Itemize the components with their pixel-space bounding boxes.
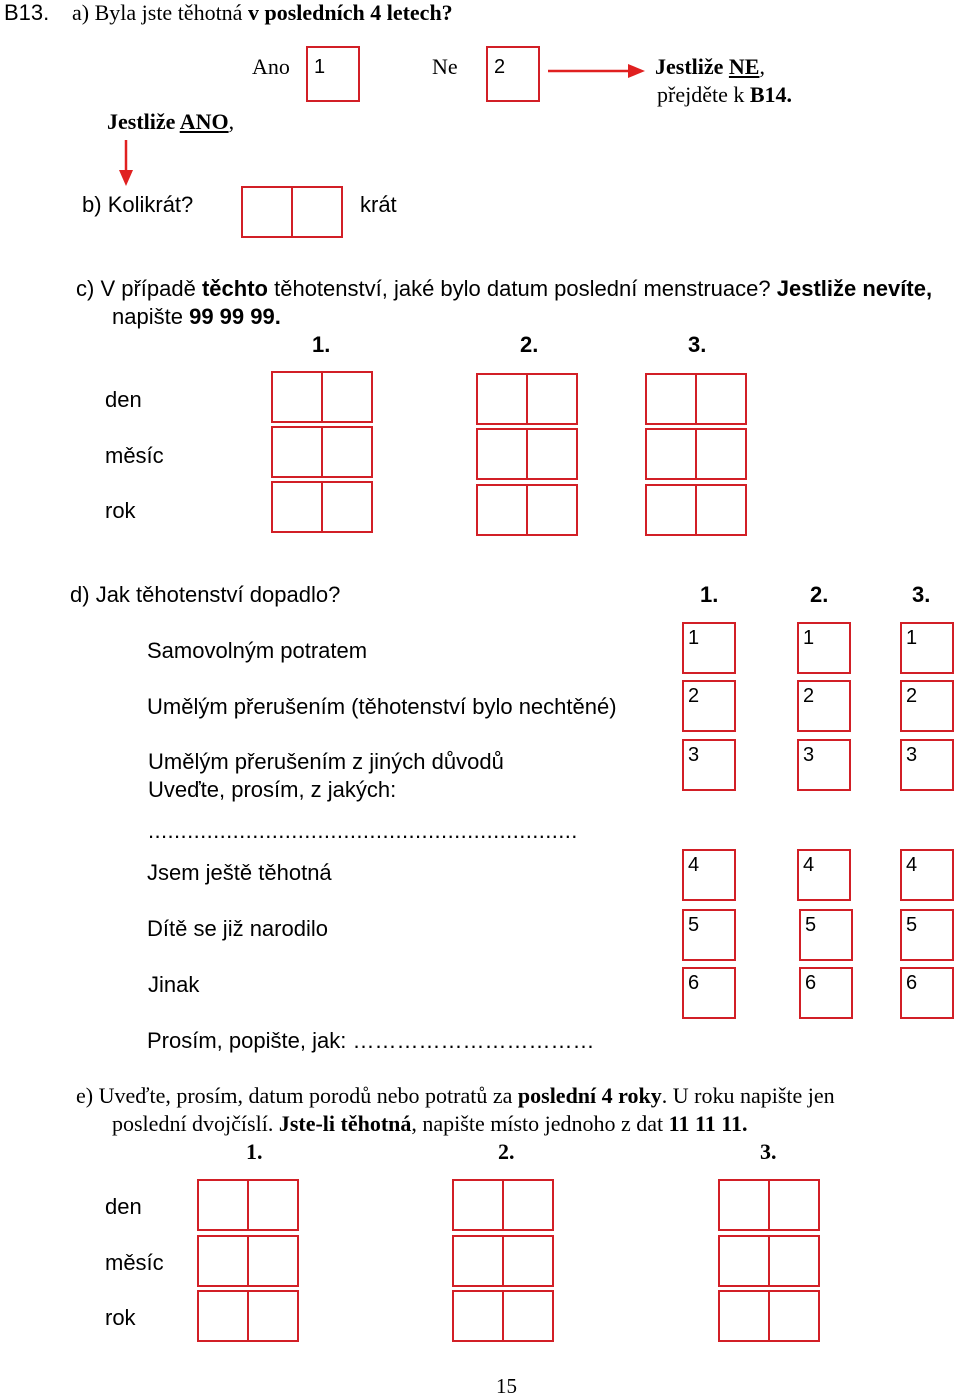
arrow-right-icon xyxy=(548,64,645,78)
digit-cell[interactable] xyxy=(645,484,697,536)
digit-cell[interactable] xyxy=(247,1179,299,1231)
c1-rok-input[interactable] xyxy=(271,481,375,533)
question-a-bold: v posledních 4 letech? xyxy=(247,0,453,25)
e1-mesic-input[interactable] xyxy=(197,1235,301,1287)
e3-rok-input[interactable] xyxy=(718,1290,822,1342)
question-c-line2 xyxy=(112,306,281,328)
digit-cell[interactable] xyxy=(452,1290,504,1342)
question-b-label: Kolikrát? xyxy=(107,192,194,217)
question-e-line1-bold: poslední 4 roky xyxy=(517,1083,662,1108)
question-e-line2 xyxy=(112,1113,748,1135)
d1-option-2-box[interactable]: 2 xyxy=(682,680,736,732)
goto-target: B14. xyxy=(749,82,793,107)
c-row-mesic: měsíc xyxy=(105,443,164,468)
digit-cell[interactable] xyxy=(452,1235,504,1287)
digit-cell[interactable] xyxy=(695,373,747,425)
question-e-line1-a: Uveďte, prosím, datum porodů nebo potratů za xyxy=(98,1083,513,1108)
question-c-text-1: V případě xyxy=(100,276,196,301)
e-row-rok: rok xyxy=(105,1305,136,1330)
d-option-3-dots: .................................................................. xyxy=(148,818,578,843)
d1-option-6-box[interactable]: 6 xyxy=(682,967,736,1019)
d3-option-5-box[interactable]: 5 xyxy=(900,909,954,961)
question-e-letter: e) xyxy=(76,1083,94,1108)
d-col-2-header: 2. xyxy=(810,582,829,607)
digit-cell[interactable] xyxy=(526,484,578,536)
digit-cell[interactable] xyxy=(526,373,578,425)
e-col-2-header: 2. xyxy=(498,1139,515,1164)
digit-cell[interactable] xyxy=(768,1235,820,1287)
arrow-down-icon xyxy=(119,140,133,186)
d3-option-4-box[interactable]: 4 xyxy=(900,849,954,901)
digit-cell[interactable] xyxy=(502,1235,554,1287)
digit-cell[interactable] xyxy=(718,1290,770,1342)
e1-rok-input[interactable] xyxy=(197,1290,301,1342)
c1-den-input[interactable] xyxy=(271,371,375,423)
d3-option-6-box[interactable]: 6 xyxy=(900,967,954,1019)
d-option-3-label: Umělým přerušením z jiných důvodů xyxy=(148,749,504,774)
digit-cell[interactable] xyxy=(718,1179,770,1231)
c2-rok-input[interactable] xyxy=(476,484,580,536)
d-col-1-header: 1. xyxy=(700,582,719,607)
digit-cell[interactable] xyxy=(718,1235,770,1287)
digit-cell[interactable] xyxy=(197,1290,249,1342)
digit-cell[interactable] xyxy=(502,1290,554,1342)
c2-mesic-input[interactable] xyxy=(476,428,580,480)
d2-option-1-box[interactable]: 1 xyxy=(797,622,851,674)
question-e-line1-b: . U roku napište jen xyxy=(661,1083,835,1108)
d1-option-1-box[interactable]: 1 xyxy=(682,622,736,674)
d-describe-label: Prosím, popište, jak: xyxy=(147,1028,347,1053)
d3-option-1-box[interactable]: 1 xyxy=(900,622,954,674)
question-e-line2-b: , napište místo jednoho z dat xyxy=(411,1111,664,1136)
digit-cell[interactable] xyxy=(452,1179,504,1231)
page-number: 15 xyxy=(496,1374,517,1398)
e2-den-input[interactable] xyxy=(452,1179,556,1231)
e3-mesic-input[interactable] xyxy=(718,1235,822,1287)
digit-cell[interactable] xyxy=(476,484,528,536)
count-input[interactable] xyxy=(241,186,345,238)
if-no-comma: , xyxy=(759,54,765,79)
question-d-letter: d) xyxy=(70,582,90,607)
c-col-1-header: 1. xyxy=(312,332,331,357)
d-option-5-label: Dítě se již narodilo xyxy=(147,916,328,941)
question-c-line2-plain: napište xyxy=(112,304,183,329)
question-b-text xyxy=(82,194,193,216)
d2-option-4-box[interactable]: 4 xyxy=(797,849,851,901)
d-option-4-label: Jsem ještě těhotná xyxy=(147,860,332,885)
digit-cell[interactable] xyxy=(247,1290,299,1342)
digit-cell[interactable] xyxy=(645,428,697,480)
if-no-word: NE xyxy=(728,54,760,79)
digit-cell[interactable] xyxy=(476,428,528,480)
ano-label: Ano xyxy=(252,54,290,79)
d-option-2-label: Umělým přerušením (těhotenství bylo nechtěné) xyxy=(147,694,617,719)
question-c-text xyxy=(76,278,932,300)
if-no-goto: přejděte k B14. xyxy=(657,82,793,107)
digit-cell[interactable] xyxy=(321,481,373,533)
d-option-1-label: Samovolným potratem xyxy=(147,638,368,663)
question-a-plain: Byla jste těhotná xyxy=(94,0,243,25)
digit-cell[interactable] xyxy=(197,1235,249,1287)
digit-cell[interactable] xyxy=(695,428,747,480)
d1-option-4-box[interactable]: 4 xyxy=(682,849,736,901)
if-no-prefix: Jestliže xyxy=(655,54,724,79)
d-col-3-header: 3. xyxy=(912,582,931,607)
c3-den-input[interactable] xyxy=(645,373,749,425)
e-col-1-header: 1. xyxy=(246,1139,263,1164)
digit-cell[interactable] xyxy=(271,371,323,423)
c-row-rok: rok xyxy=(105,498,136,523)
question-c-line2-bold: 99 99 99. xyxy=(189,304,281,329)
d1-option-3-box[interactable]: 3 xyxy=(682,739,736,791)
question-c-letter: c) xyxy=(76,276,95,301)
question-e-line1 xyxy=(76,1085,835,1107)
c3-mesic-input[interactable] xyxy=(645,428,749,480)
if-yes-word: ANO xyxy=(179,109,229,134)
count-digit-2[interactable] xyxy=(291,186,343,238)
question-b-letter: b) xyxy=(82,192,102,217)
d2-option-5-box[interactable]: 5 xyxy=(799,909,853,961)
digit-cell[interactable] xyxy=(695,484,747,536)
question-e-line2-bold: Jste-li těhotná xyxy=(278,1111,412,1136)
question-d-text xyxy=(70,584,340,606)
digit-cell[interactable] xyxy=(502,1179,554,1231)
digit-cell[interactable] xyxy=(768,1290,820,1342)
digit-cell[interactable] xyxy=(247,1235,299,1287)
d2-option-6-box[interactable]: 6 xyxy=(799,967,853,1019)
digit-cell[interactable] xyxy=(768,1179,820,1231)
d3-option-2-box[interactable]: 2 xyxy=(900,680,954,732)
e1-den-input[interactable] xyxy=(197,1179,301,1231)
d2-option-2-box[interactable]: 2 xyxy=(797,680,851,732)
d-option-3-sublabel: Uveďte, prosím, z jakých: xyxy=(148,777,397,802)
d3-option-3-box[interactable]: 3 xyxy=(900,739,954,791)
e2-mesic-input[interactable] xyxy=(452,1235,556,1287)
question-e-line2-code: 11 11 11. xyxy=(668,1111,748,1136)
digit-cell[interactable] xyxy=(271,481,323,533)
c-row-den: den xyxy=(105,387,142,412)
question-e-line2-a: poslední dvojčíslí. xyxy=(112,1111,274,1136)
question-c-bold: těchto xyxy=(201,276,268,301)
e-row-den: den xyxy=(105,1194,142,1219)
question-number: B13. xyxy=(4,0,50,25)
ne-code: 2 xyxy=(494,56,506,78)
digit-cell[interactable] xyxy=(271,426,323,478)
digit-cell[interactable] xyxy=(321,371,373,423)
ne-label: Ne xyxy=(432,54,458,79)
d-option-6-label: Jinak xyxy=(148,972,200,997)
question-c-text-2: těhotenství, jaké bylo datum poslední menstruace? xyxy=(274,276,771,301)
c3-rok-input[interactable] xyxy=(645,484,749,536)
e-col-3-header: 3. xyxy=(760,1139,777,1164)
if-yes-comma: , xyxy=(228,109,235,134)
count-unit: krát xyxy=(360,192,397,217)
digit-cell[interactable] xyxy=(321,426,373,478)
question-d-label: Jak těhotenství dopadlo? xyxy=(95,582,341,607)
if-yes-prefix: Jestliže xyxy=(107,109,176,134)
e3-den-input[interactable] xyxy=(718,1179,822,1231)
c-col-2-header: 2. xyxy=(520,332,539,357)
digit-cell[interactable] xyxy=(526,428,578,480)
d2-option-3-box[interactable]: 3 xyxy=(797,739,851,791)
c-col-3-header: 3. xyxy=(688,332,707,357)
d-describe-dots: …………………………… xyxy=(352,1028,595,1053)
question-c-hint: Jestliže nevíte, xyxy=(776,276,933,301)
digit-cell[interactable] xyxy=(645,373,697,425)
e2-rok-input[interactable] xyxy=(452,1290,556,1342)
question-a-letter: a) xyxy=(72,0,90,25)
e-row-mesic: měsíc xyxy=(105,1250,164,1275)
c2-den-input[interactable] xyxy=(476,373,580,425)
d1-option-5-box[interactable]: 5 xyxy=(682,909,736,961)
d-describe xyxy=(147,1030,594,1052)
c1-mesic-input[interactable] xyxy=(271,426,375,478)
digit-cell[interactable] xyxy=(476,373,528,425)
count-digit-1[interactable] xyxy=(241,186,293,238)
ano-code: 1 xyxy=(314,56,326,78)
digit-cell[interactable] xyxy=(197,1179,249,1231)
